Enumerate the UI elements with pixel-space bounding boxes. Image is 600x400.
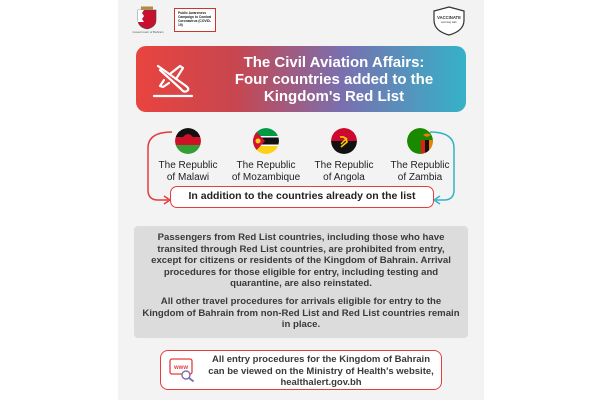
country-zambia: The Republic of Zambia <box>380 128 460 184</box>
government-label: Government of Bahrain <box>132 30 164 34</box>
vaccinate-label: VACCINATE <box>437 15 461 20</box>
bahrain-emblem-icon <box>136 6 158 30</box>
www-search-icon <box>169 356 195 382</box>
website-text: All entry procedures for the Kingdom of Bahrain can be viewed on the Ministry of Health's website, healthalert.gov.bh <box>208 354 434 388</box>
airplane-icon <box>150 56 196 102</box>
zambia-flag-icon <box>407 128 433 154</box>
addition-note: In addition to the countries already on the list <box>170 186 434 208</box>
angola-flag-icon <box>331 128 357 154</box>
top-bar <box>118 0 484 42</box>
svg-text:www: www <box>173 365 189 371</box>
poster <box>118 0 484 400</box>
info-paragraph-2: All other travel procedures for arrivals eligible for entry to the Kingdom of Bahrain from non-Red List and Red List countries remain in place. <box>142 295 460 331</box>
vaccinate-sublabel: and stay safe <box>441 21 457 24</box>
mozambique-flag-icon <box>253 128 279 154</box>
title-banner <box>136 46 466 112</box>
banner-title: The Civil Aviation Affairs: Four countries added to the Kingdom's Red List <box>234 54 434 105</box>
malawi-flag-icon <box>175 128 201 154</box>
country-malawi: The Republic of Malawi <box>148 128 228 184</box>
campaign-label: Public Awareness Campaign to Combat Coronavirus (COVID-19) <box>174 8 216 32</box>
country-angola: The Republic of Angola <box>304 128 384 184</box>
country-mozambique: The Republic of Mozambique <box>226 128 306 184</box>
website-box[interactable] <box>160 350 442 390</box>
info-paragraph-1: Passengers from Red List countries, including those who have transited through Red List countries, are prohibited from entry, except for citizens or residents of the Kingdom of Bahrain. Arrival procedures for those eligible for entry, including testing and quarantine, are also reinstated. <box>151 232 451 290</box>
vaccinate-badge <box>432 6 466 36</box>
info-panel <box>134 226 468 338</box>
